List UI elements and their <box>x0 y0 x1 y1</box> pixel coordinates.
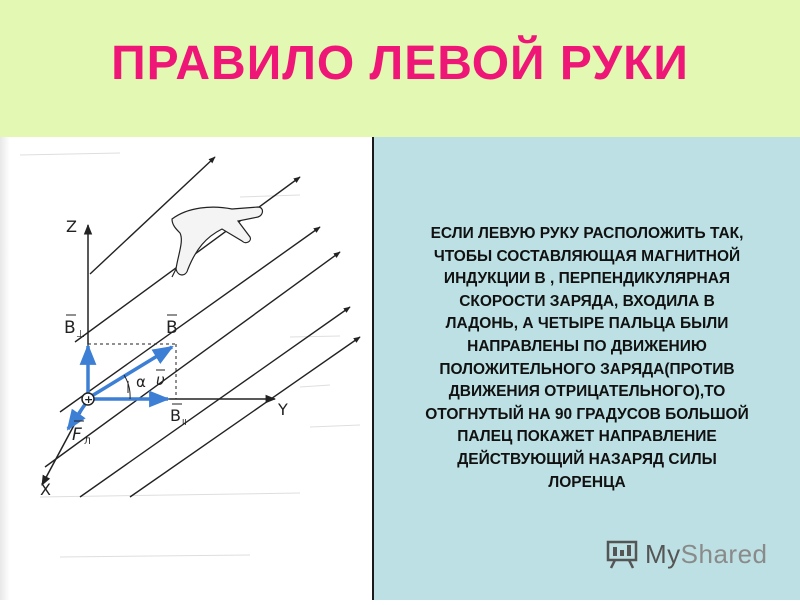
rule-line: СКОРОСТИ ЗАРЯДА, ВХОДИЛА В <box>459 292 715 310</box>
rule-line: ДЕЙСТВУЮЩИЙ НАЗАРЯД СИЛЫ <box>457 450 717 468</box>
rule-description <box>374 223 800 494</box>
svg-text:B: B <box>170 406 181 425</box>
rule-line: ЕСЛИ ЛЕВУЮ РУКУ РАСПОЛОЖИТЬ ТАК, <box>430 225 744 242</box>
presentation-board-icon <box>605 539 639 569</box>
scan-edge <box>0 137 10 600</box>
lorentz-force-diagram <box>0 137 372 600</box>
rule-line: ЛОРЕНЦА <box>548 473 626 491</box>
svg-text:B: B <box>166 318 178 338</box>
axis-y-label: Y <box>278 400 288 419</box>
v-label <box>156 370 165 389</box>
axis-z-label: Z <box>66 217 77 236</box>
svg-text:F: F <box>72 425 82 445</box>
left-hand-sketch <box>172 207 263 277</box>
b-perp-label <box>64 315 85 340</box>
logo-wordmark: MyShared <box>645 538 768 569</box>
svg-text:⊥: ⊥ <box>76 329 85 340</box>
f-lorentz-label <box>72 421 91 447</box>
rule-line: ИНДУКЦИИ В , ПЕРПЕНДИКУЛЯРНАЯ <box>443 270 731 288</box>
rule-line: ОТОГНУТЫЙ НА 90 ГРАДУСОВ БОЛЬШОЙ <box>425 405 749 423</box>
b-label <box>166 315 178 338</box>
svg-text:Л: Л <box>84 437 91 447</box>
rule-line: ПОЛОЖИТЕЛЬНОГО ЗАРЯДА(ПРОТИВ <box>439 360 735 378</box>
charge-sign: + <box>84 393 94 406</box>
rule-line: НАПРАВЛЕНЫ ПО ДВИЖЕНИЮ <box>467 337 707 355</box>
myshared-logo <box>605 536 768 572</box>
axis-x-label: X <box>40 480 51 499</box>
rule-line: ДВИЖЕНИЯ ОТРИЦАТЕЛЬНОГО),ТО <box>448 383 726 401</box>
page-title: ПРАВИЛО ЛЕВОЙ РУКИ <box>111 37 689 90</box>
svg-text:II: II <box>182 418 187 427</box>
rule-line: ПАЛЕЦ ПОКАЖЕТ НАПРАВЛЕНИЕ <box>457 428 717 446</box>
svg-text:B: B <box>64 318 76 338</box>
alpha-arc <box>124 375 130 399</box>
alpha-label: α <box>136 373 146 391</box>
svg-text:υ: υ <box>156 371 165 389</box>
b-parallel-label <box>170 404 187 427</box>
rule-line: ЛАДОНЬ, А ЧЕТЫРЕ ПАЛЬЦА БЫЛИ <box>445 315 729 333</box>
rule-line: ЧТОБЫ СОСТАВЛЯЮЩАЯ МАГНИТНОЙ <box>433 247 741 265</box>
figure-panel <box>0 137 372 600</box>
